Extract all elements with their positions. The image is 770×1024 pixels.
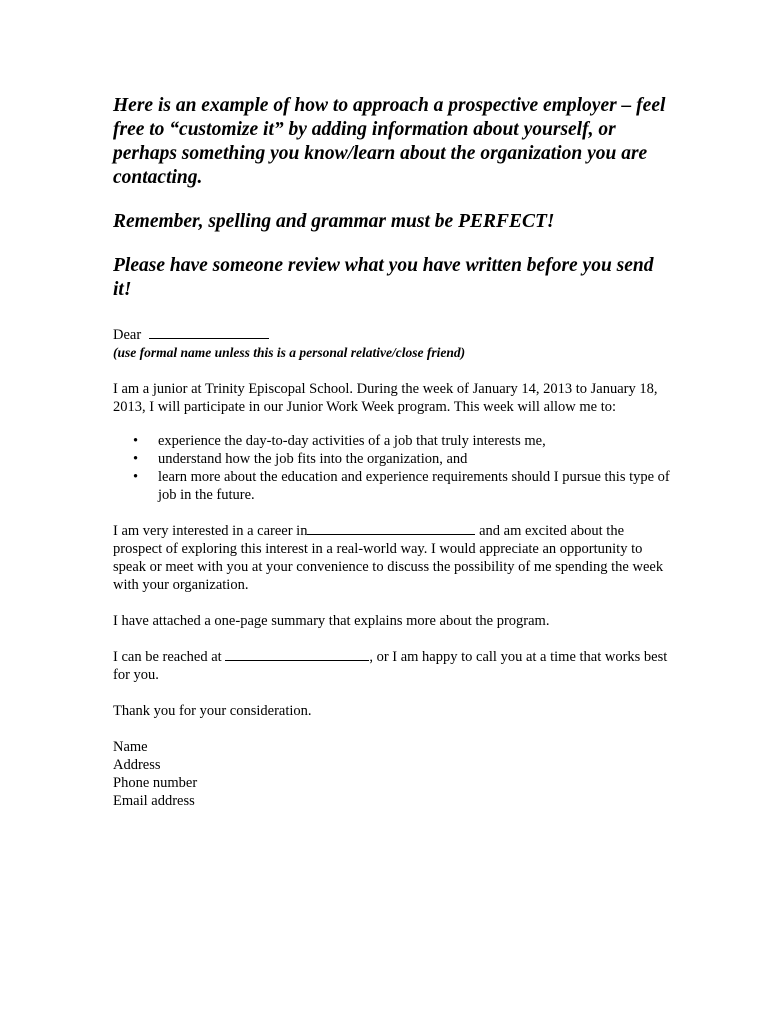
instruction-heading-spelling: Remember, spelling and grammar must be PERFECT! bbox=[113, 211, 555, 232]
list-item bbox=[113, 468, 673, 504]
instruction-heading-approach: Here is an example of how to approach a prospective employer – feel free to “customize it” by adding information about yourself, or perhaps something you know/learn about the organization you are contacting. bbox=[113, 95, 666, 188]
list-item bbox=[113, 432, 673, 450]
list-item bbox=[113, 450, 673, 468]
letter-template-page bbox=[113, 94, 673, 810]
recipient-name-blank bbox=[149, 326, 269, 339]
signature-phone: Phone number bbox=[113, 775, 198, 791]
bullet-icon: • bbox=[133, 469, 139, 485]
interest-text-before: I am very interested in a career in bbox=[113, 523, 308, 539]
signature-name: Name bbox=[113, 739, 148, 755]
signature-email: Email address bbox=[113, 793, 195, 809]
interest-text-after: and am excited about the prospect of exploring this interest in a real-world way. I would appreciate an opportunity to speak or meet with you at your convenience to discuss the possibility of me spending the week with your organization. bbox=[113, 523, 664, 593]
instruction-heading-review: Please have someone review what you have written before you send it! bbox=[113, 255, 654, 300]
salutation-note: (use formal name unless this is a personal relative/close friend) bbox=[113, 345, 466, 360]
signature-address: Address bbox=[113, 757, 161, 773]
list-item-text: understand how the job fits into the organization, and bbox=[158, 451, 468, 467]
signature-block bbox=[113, 738, 673, 810]
salutation bbox=[113, 326, 673, 362]
salutation-greeting: Dear bbox=[113, 327, 142, 343]
bullet-icon: • bbox=[133, 451, 139, 467]
bullet-icon: • bbox=[133, 433, 139, 449]
goals-list bbox=[113, 432, 673, 504]
contact-text-before: I can be reached at bbox=[113, 649, 226, 665]
list-item-text: experience the day-to-day activities of a job that truly interests me, bbox=[158, 433, 546, 449]
attachment-paragraph: I have attached a one-page summary that explains more about the program. bbox=[113, 613, 550, 629]
interest-paragraph bbox=[113, 522, 673, 594]
list-item-text: learn more about the education and experience requirements should I pursue this type of job in the future. bbox=[158, 469, 670, 503]
thanks-paragraph: Thank you for your consideration. bbox=[113, 703, 312, 719]
intro-paragraph: I am a junior at Trinity Episcopal School. During the week of January 14, 2013 to January 18, 2013, I will participate in our Junior Work Week program. This week will allow me to: bbox=[113, 381, 658, 415]
salutation-line bbox=[113, 326, 673, 344]
career-field-blank bbox=[307, 522, 475, 535]
contact-paragraph bbox=[113, 648, 673, 684]
contact-text-after: , or I am happy to call you at a time that works best for you. bbox=[113, 649, 668, 683]
contact-info-blank bbox=[225, 648, 369, 661]
